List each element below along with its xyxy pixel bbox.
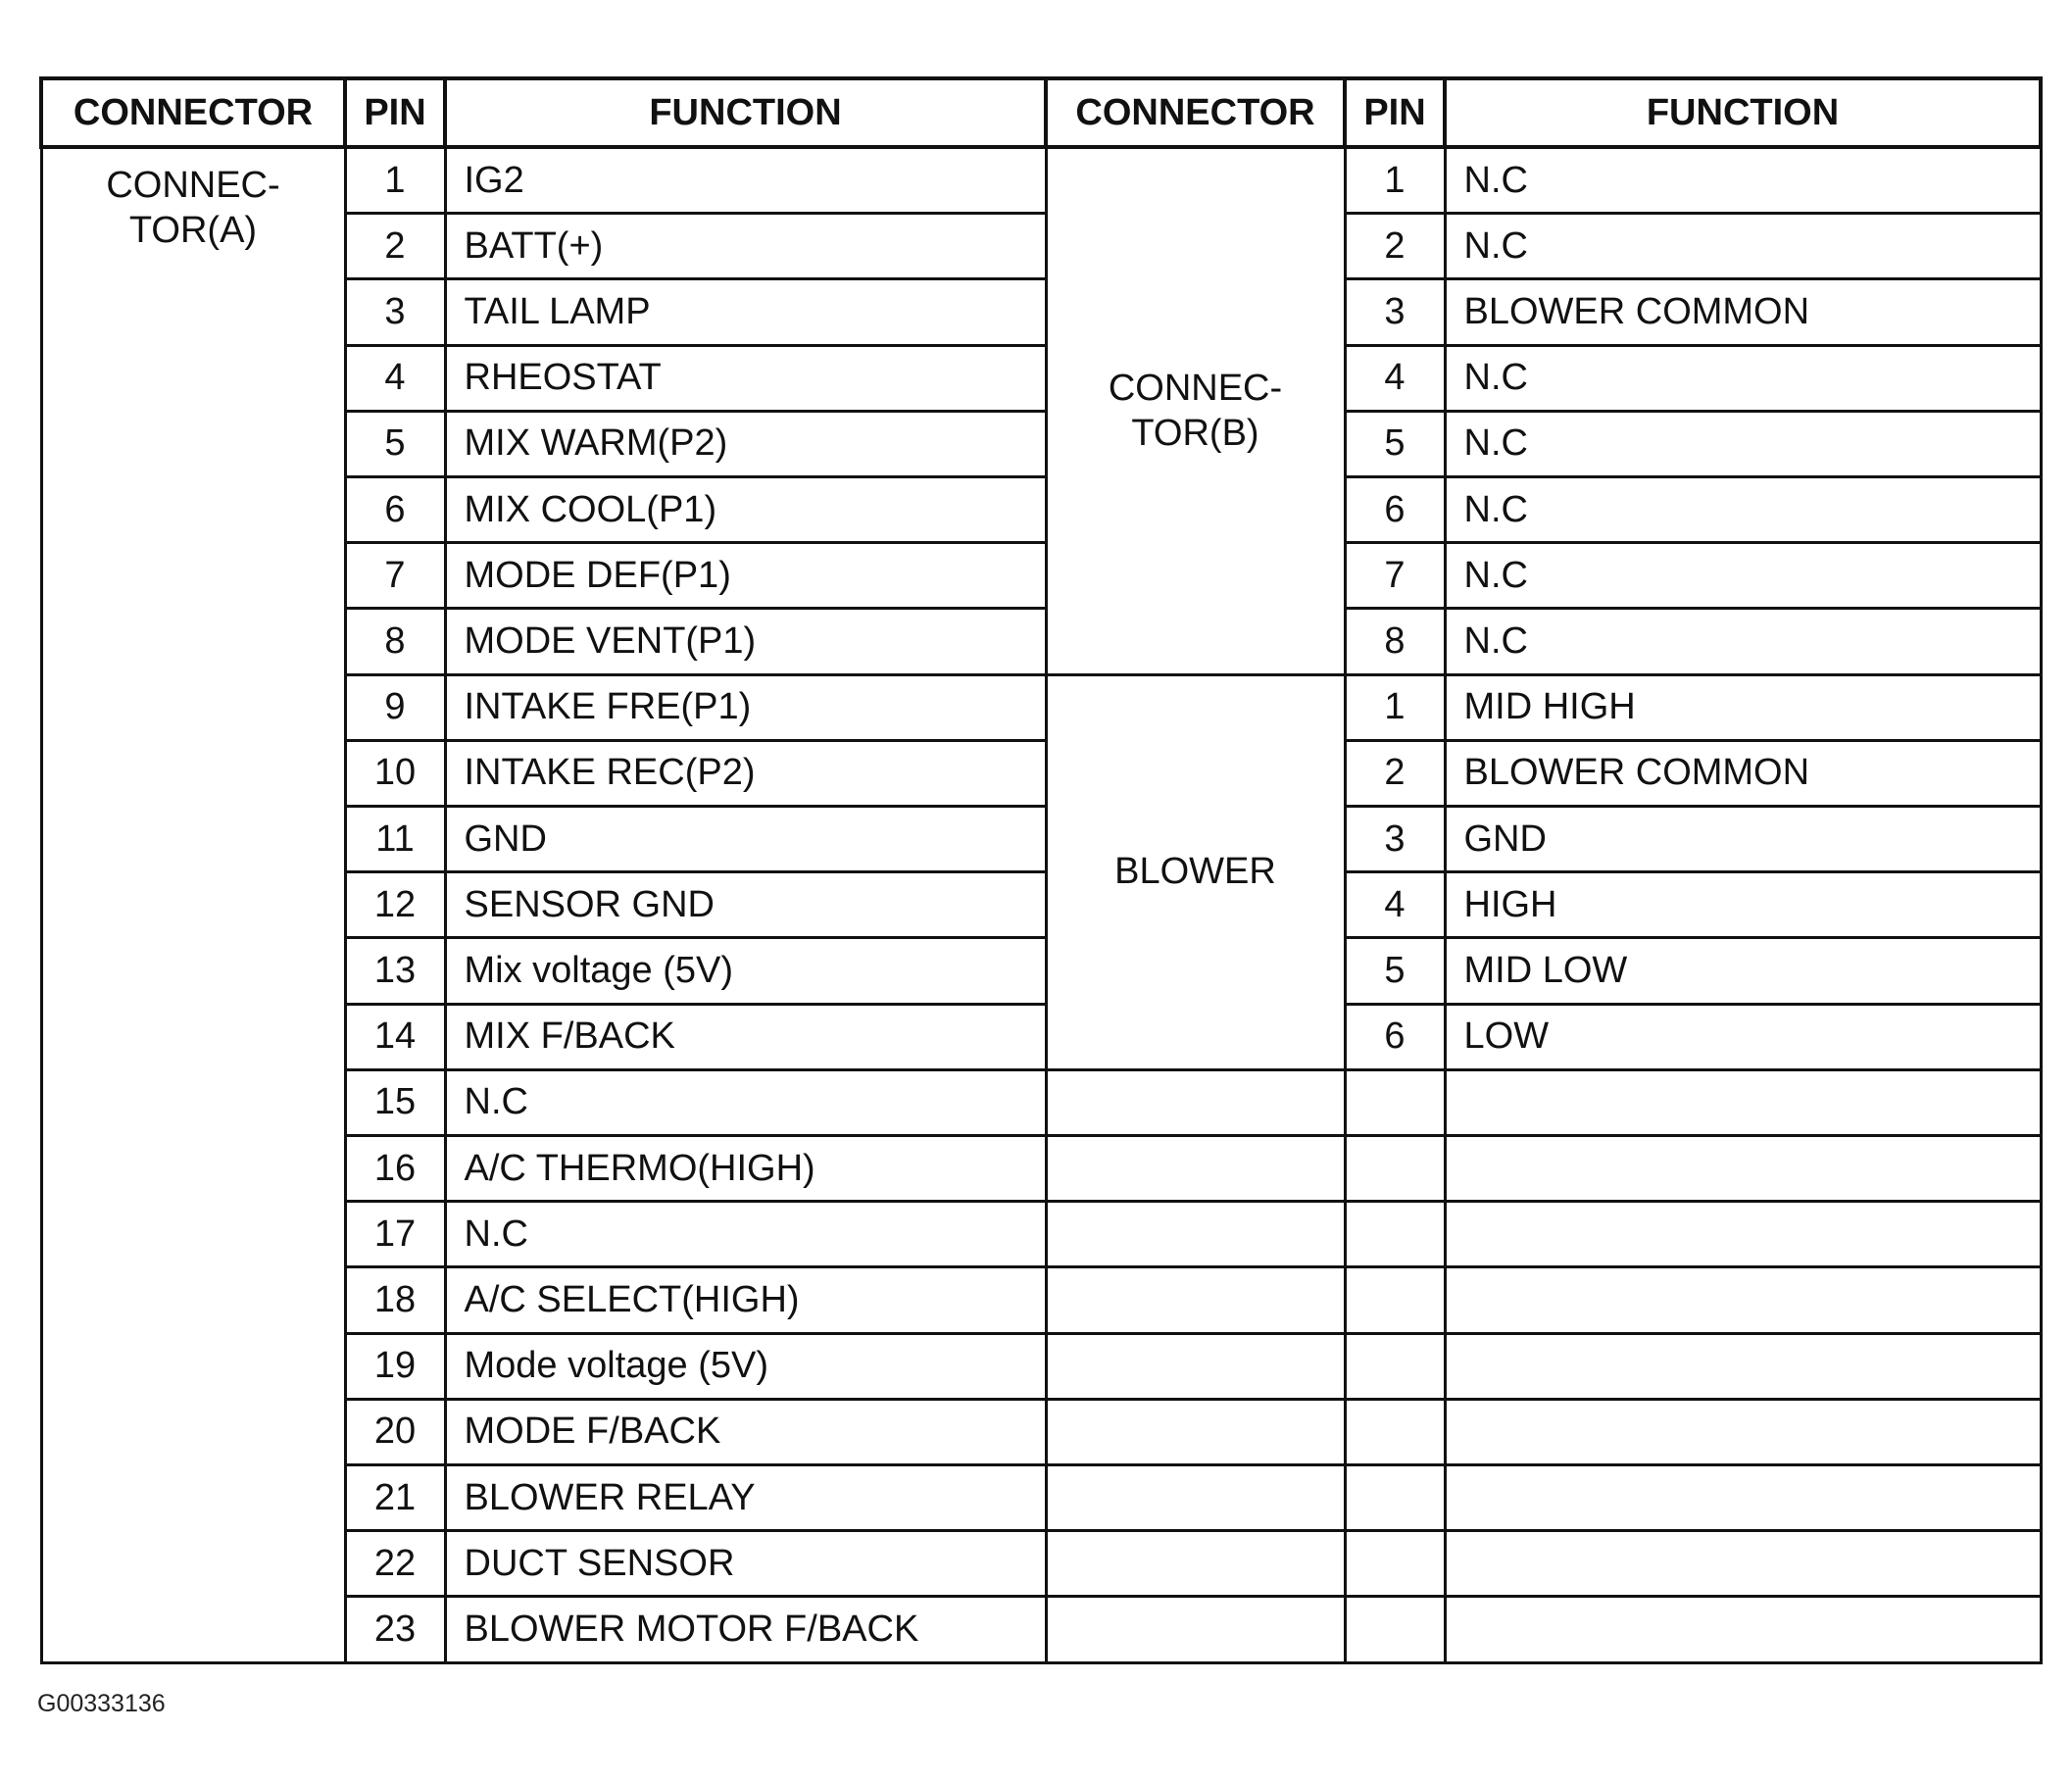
empty-cell xyxy=(1345,1267,1445,1333)
connector-label-line2: TOR(B) xyxy=(1131,413,1259,455)
empty-cell xyxy=(1046,1202,1345,1267)
empty-cell xyxy=(1345,1597,1445,1663)
blower-pin: 2 xyxy=(1345,740,1445,806)
connector-a-function: MODE DEF(P1) xyxy=(445,543,1046,609)
empty-cell xyxy=(1445,1597,2041,1663)
empty-cell xyxy=(1046,1465,1345,1531)
empty-cell xyxy=(1046,1597,1345,1663)
blower-function: GND xyxy=(1445,807,2041,872)
connector-b-pin: 1 xyxy=(1345,147,1445,214)
connector-pin-table xyxy=(39,76,2043,1664)
connector-a-pin: 11 xyxy=(345,807,445,872)
connector-a-function: BLOWER RELAY xyxy=(445,1465,1046,1531)
connector-a-function: INTAKE REC(P2) xyxy=(445,740,1046,806)
connector-a-pin: 18 xyxy=(345,1267,445,1333)
connector-a-pin: 6 xyxy=(345,477,445,543)
empty-cell xyxy=(1345,1333,1445,1399)
connector-a-function: Mix voltage (5V) xyxy=(445,938,1046,1004)
header-pin-right: PIN xyxy=(1345,78,1445,147)
connector-a-function: N.C xyxy=(445,1202,1046,1267)
connector-label-line1: CONNEC- xyxy=(106,165,280,206)
blower-pin: 1 xyxy=(1345,674,1445,740)
empty-cell xyxy=(1046,1531,1345,1597)
connector-a-function: MIX COOL(P1) xyxy=(445,477,1046,543)
connector-a-pin: 21 xyxy=(345,1465,445,1531)
connector-a-pin: 5 xyxy=(345,411,445,476)
connector-a-pin: 1 xyxy=(345,147,445,214)
empty-cell xyxy=(1345,1069,1445,1135)
empty-cell xyxy=(1345,1465,1445,1531)
connector-b-pin: 2 xyxy=(1345,214,1445,279)
connector-a-function: RHEOSTAT xyxy=(445,345,1046,411)
connector-b-function: N.C xyxy=(1445,147,2041,214)
empty-cell xyxy=(1445,1531,2041,1597)
blower-function: HIGH xyxy=(1445,872,2041,938)
header-function-left: FUNCTION xyxy=(445,78,1046,147)
header-connector-left: CONNECTOR xyxy=(41,78,345,147)
connector-a-function: Mode voltage (5V) xyxy=(445,1333,1046,1399)
connector-b-function: N.C xyxy=(1445,345,2041,411)
connector-a-function: DUCT SENSOR xyxy=(445,1531,1046,1597)
connector-b-function: N.C xyxy=(1445,609,2041,674)
blower-pin: 6 xyxy=(1345,1004,1445,1069)
connector-a-function: MODE F/BACK xyxy=(445,1399,1046,1464)
connector-a-function: MIX WARM(P2) xyxy=(445,411,1046,476)
connector-a-pin: 13 xyxy=(345,938,445,1004)
header-connector-right: CONNECTOR xyxy=(1046,78,1345,147)
connector-b-function: N.C xyxy=(1445,214,2041,279)
connector-b-label xyxy=(1046,147,1345,674)
connector-a-function: BLOWER MOTOR F/BACK xyxy=(445,1597,1046,1663)
blower-pin: 3 xyxy=(1345,807,1445,872)
connector-a-pin: 15 xyxy=(345,1069,445,1135)
empty-cell xyxy=(1445,1399,2041,1464)
connector-b-function: N.C xyxy=(1445,477,2041,543)
header-pin-left: PIN xyxy=(345,78,445,147)
connector-a-function: MODE VENT(P1) xyxy=(445,609,1046,674)
blower-function: MID LOW xyxy=(1445,938,2041,1004)
connector-b-pin: 3 xyxy=(1345,279,1445,345)
connector-a-function: SENSOR GND xyxy=(445,872,1046,938)
empty-cell xyxy=(1345,1136,1445,1202)
blower-function: BLOWER COMMON xyxy=(1445,740,2041,806)
blower-pin: 4 xyxy=(1345,872,1445,938)
connector-label-line1: CONNEC- xyxy=(1108,368,1283,410)
blower-function: LOW xyxy=(1445,1004,2041,1069)
connector-a-pin: 4 xyxy=(345,345,445,411)
empty-cell xyxy=(1046,1333,1345,1399)
empty-cell xyxy=(1445,1333,2041,1399)
connector-a-pin: 17 xyxy=(345,1202,445,1267)
empty-cell xyxy=(1445,1267,2041,1333)
figure-id: G00333136 xyxy=(37,1690,166,1717)
table-row xyxy=(41,147,2041,214)
connector-a-pin: 10 xyxy=(345,740,445,806)
connector-a-pin: 23 xyxy=(345,1597,445,1663)
connector-a-function: BATT(+) xyxy=(445,214,1046,279)
connector-a-pin: 20 xyxy=(345,1399,445,1464)
connector-a-function: N.C xyxy=(445,1069,1046,1135)
connector-b-function: N.C xyxy=(1445,543,2041,609)
empty-cell xyxy=(1046,1267,1345,1333)
empty-cell xyxy=(1345,1399,1445,1464)
empty-cell xyxy=(1445,1136,2041,1202)
empty-cell xyxy=(1345,1202,1445,1267)
empty-cell xyxy=(1445,1202,2041,1267)
connector-a-function: A/C THERMO(HIGH) xyxy=(445,1136,1046,1202)
connector-b-pin: 4 xyxy=(1345,345,1445,411)
connector-a-pin: 8 xyxy=(345,609,445,674)
connector-b-pin: 7 xyxy=(1345,543,1445,609)
connector-label-line2: TOR(A) xyxy=(128,210,258,251)
blower-pin: 5 xyxy=(1345,938,1445,1004)
connector-a-function: A/C SELECT(HIGH) xyxy=(445,1267,1046,1333)
connector-a-pin: 16 xyxy=(345,1136,445,1202)
connector-a-pin: 19 xyxy=(345,1333,445,1399)
connector-b-pin: 8 xyxy=(1345,609,1445,674)
connector-a-pin: 22 xyxy=(345,1531,445,1597)
connector-a-pin: 12 xyxy=(345,872,445,938)
header-row xyxy=(41,78,2041,147)
blower-function: MID HIGH xyxy=(1445,674,2041,740)
empty-cell xyxy=(1445,1069,2041,1135)
connector-a-label xyxy=(41,147,345,1663)
connector-a-pin: 2 xyxy=(345,214,445,279)
connector-a-function: IG2 xyxy=(445,147,1046,214)
empty-cell xyxy=(1345,1531,1445,1597)
connector-a-function: MIX F/BACK xyxy=(445,1004,1046,1069)
empty-cell xyxy=(1046,1399,1345,1464)
blower-label: BLOWER xyxy=(1046,674,1345,1069)
empty-cell xyxy=(1046,1136,1345,1202)
connector-b-pin: 5 xyxy=(1345,411,1445,476)
empty-cell xyxy=(1046,1069,1345,1135)
connector-a-pin: 7 xyxy=(345,543,445,609)
connector-a-pin: 9 xyxy=(345,674,445,740)
connector-a-function: INTAKE FRE(P1) xyxy=(445,674,1046,740)
connector-b-function: N.C xyxy=(1445,411,2041,476)
empty-cell xyxy=(1445,1465,2041,1531)
connector-a-function: TAIL LAMP xyxy=(445,279,1046,345)
connector-a-pin: 14 xyxy=(345,1004,445,1069)
connector-a-function: GND xyxy=(445,807,1046,872)
connector-a-pin: 3 xyxy=(345,279,445,345)
connector-b-function: BLOWER COMMON xyxy=(1445,279,2041,345)
connector-b-pin: 6 xyxy=(1345,477,1445,543)
header-function-right: FUNCTION xyxy=(1445,78,2041,147)
